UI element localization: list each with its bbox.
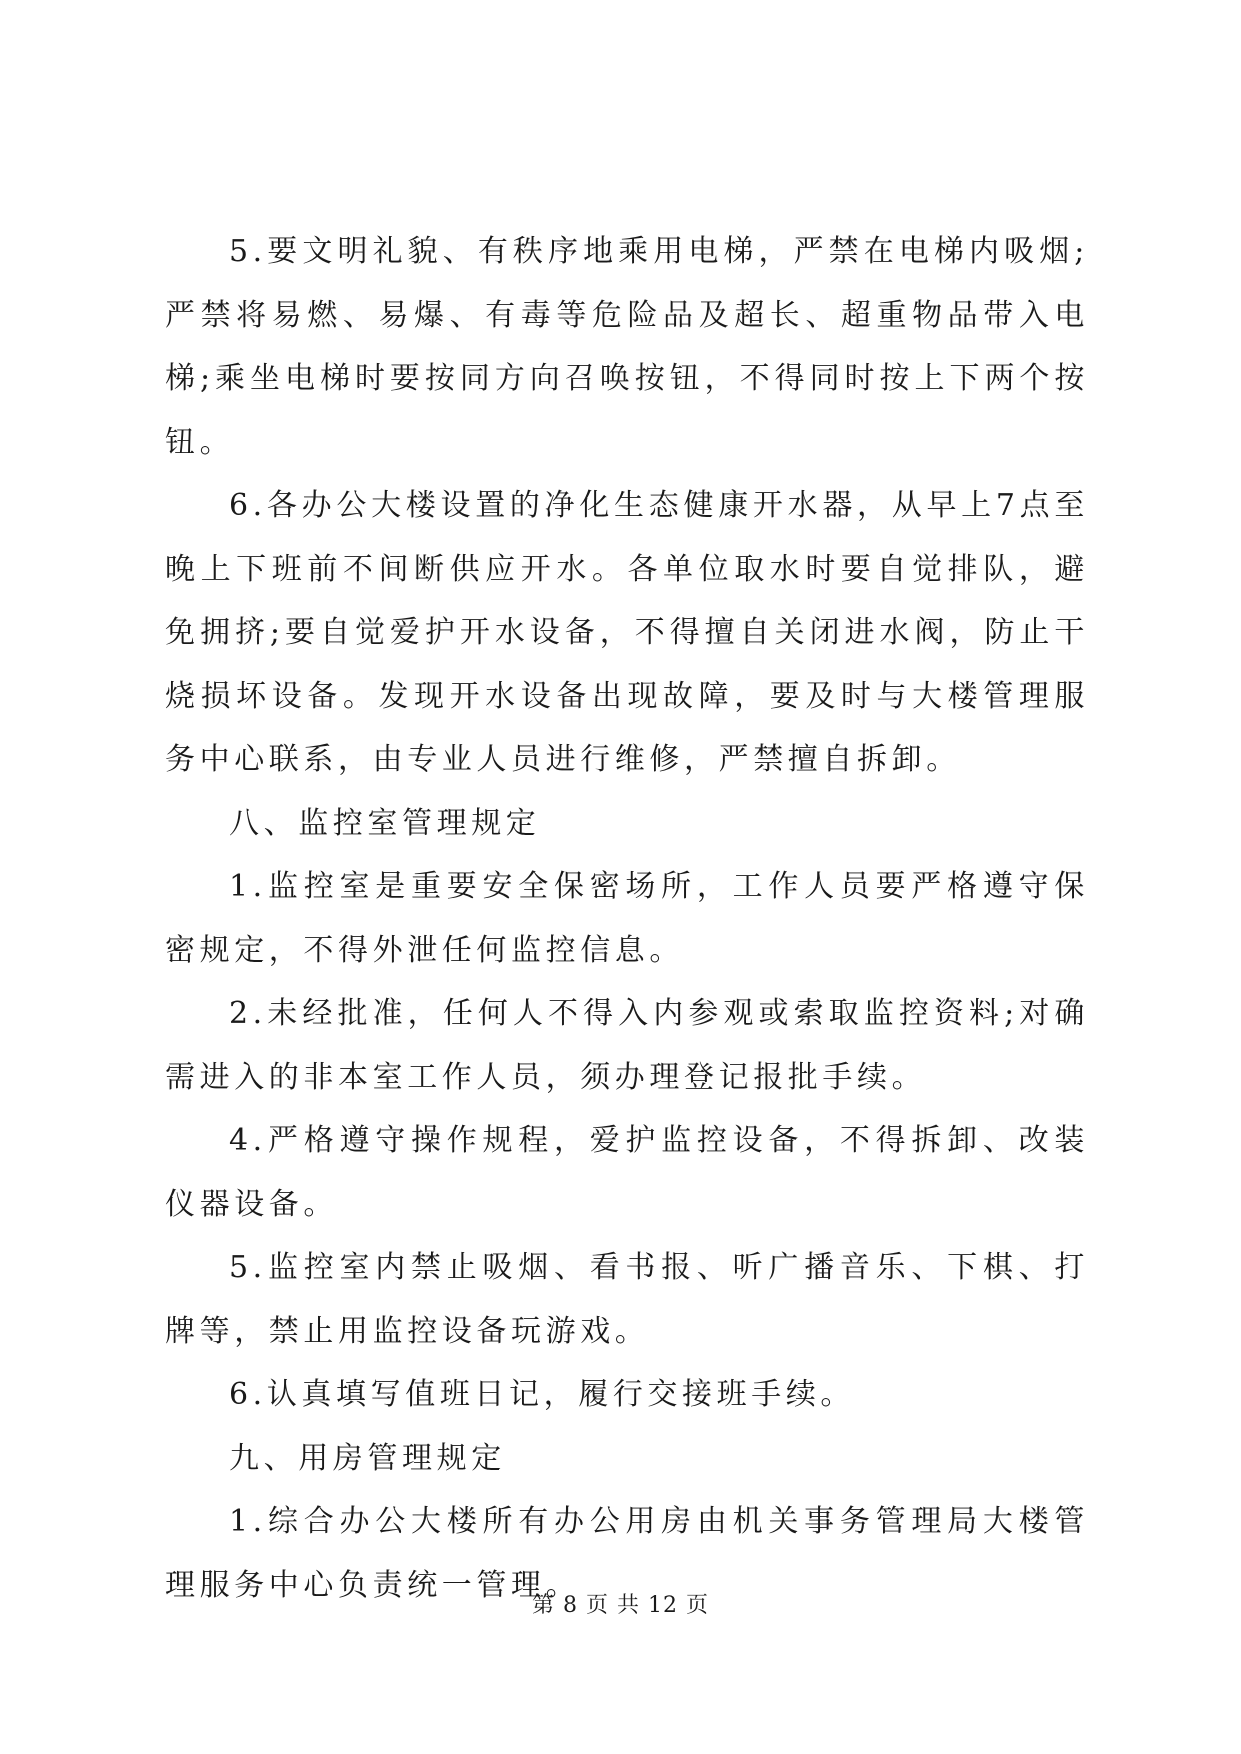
paragraph-duty-log: 6.认真填写值班日记，履行交接班手续。 [229,1377,856,1412]
paragraph-monitoring-confidentiality: 1.监控室是重要安全保密场所，工作人员要严格遵守保密规定，不得外泄任何监控信息。 [165,869,1089,968]
paragraph-elevator-rules: 5.要文明礼貌、有秩序地乘用电梯，严禁在电梯内吸烟;严禁将易燃、易爆、有毒等危险品及超长、超重物品带入电梯;乘坐电梯时要按同方向召唤按钮，不得同时按上下两个按钮。 [165,234,1089,460]
document-body [165,220,1089,1617]
paragraph-monitoring-operation: 4.严格遵守操作规程，爱护监控设备，不得拆卸、改装仪器设备。 [165,1123,1089,1222]
page-footer: 第 8 页 共 12 页 [532,1593,709,1618]
paragraph-room-management: 1.综合办公大楼所有办公用房由机关事务管理局大楼管理服务中心负责统一管理。 [165,1504,1089,1603]
paragraph-monitoring-prohibitions: 5.监控室内禁止吸烟、看书报、听广播音乐、下棋、打牌等，禁止用监控设备玩游戏。 [165,1250,1089,1349]
paragraph-water-dispenser-rules: 6.各办公大楼设置的净化生态健康开水器，从早上7点至晚上下班前不间断供应开水。各单位取水时要自觉排队，避免拥挤;要自觉爱护开水设备，不得擅自关闭进水阀，防止干烧损坏设备。发现开水设备出现故障，要及时与大楼管理服务中心联系，由专业人员进行维修，严禁擅自拆卸。 [165,488,1089,777]
section-heading-room-management: 九、用房管理规定 [229,1440,506,1476]
section-heading-monitoring-room: 八、监控室管理规定 [229,805,541,841]
paragraph-monitoring-access: 2.未经批准，任何人不得入内参观或索取监控资料;对确需进入的非本室工作人员，须办理登记报批手续。 [165,996,1089,1095]
